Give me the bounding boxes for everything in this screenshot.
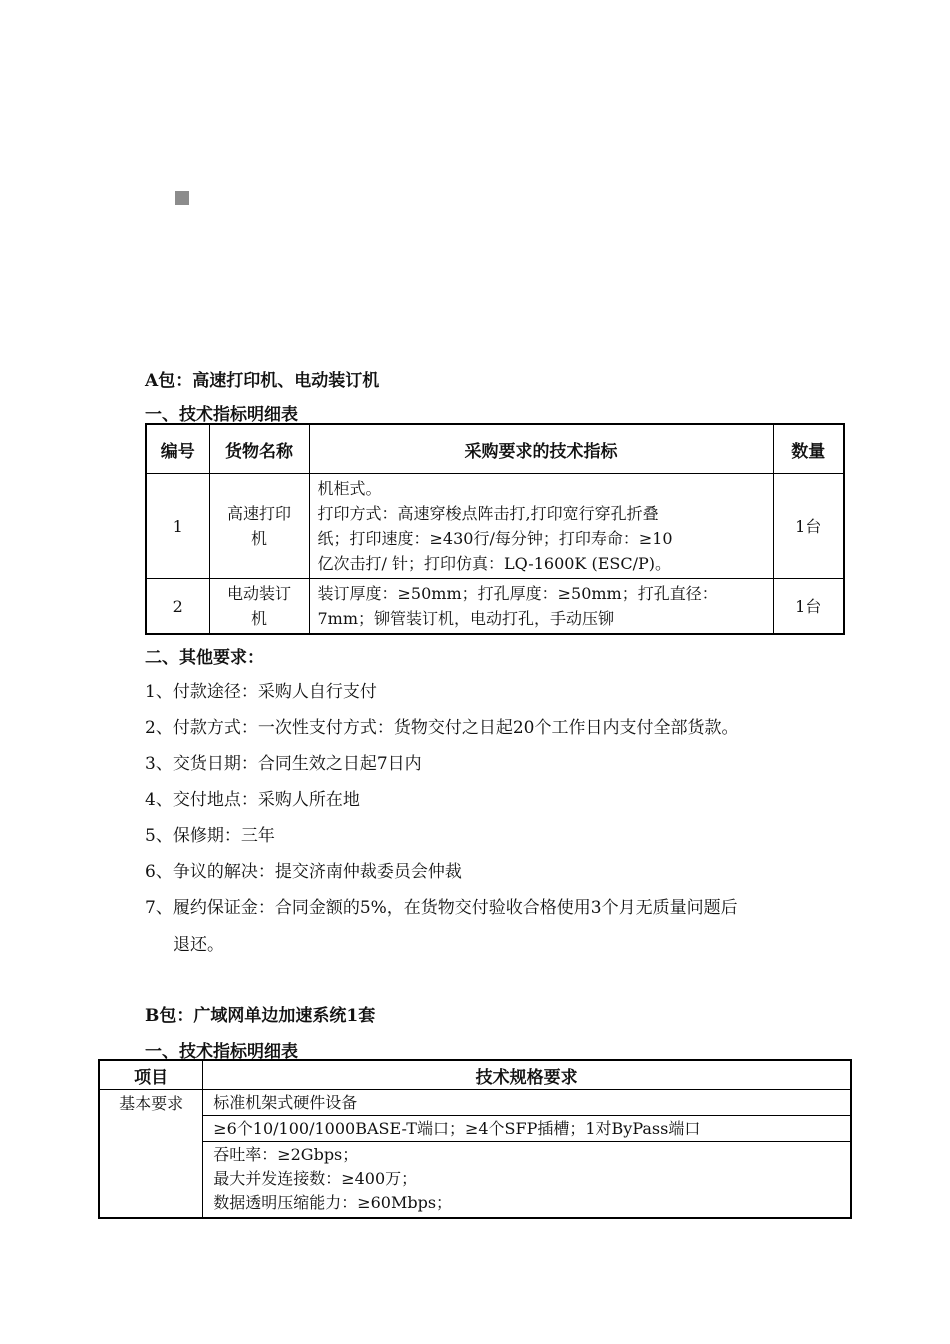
table-row [146, 474, 844, 579]
spec-line: 数据透明压缩能力：≥60Mbps； [213, 1193, 453, 1213]
requirement-item: 1、付款途径：采购人自行支付 [145, 682, 377, 702]
spec-line: 装订厚度：≥50mm；打孔厚度：≥50mm；打孔直径： [317, 584, 718, 603]
spec-line: 吞吐率：≥2Gbps； [213, 1145, 359, 1165]
col-header-spec: 技术规格要求 [203, 1060, 851, 1090]
group-name: 基本要求 [99, 1090, 203, 1218]
other-requirements-heading: 二、其他要求： [145, 648, 264, 668]
package-b-table-heading: 一、技术指标明细表 [145, 1042, 298, 1062]
requirement-item: 7、履约保证金：合同金额的5%，在货物交付验收合格使用3个月无质量问题后 [145, 898, 738, 918]
requirement-item-continued: 退还。 [173, 935, 224, 955]
requirement-item: 2、付款方式：一次性支付方式：货物交付之日起20个工作日内支付全部货款。 [145, 718, 739, 738]
spec-cell: 标准机架式硬件设备 [203, 1090, 851, 1116]
table-row [99, 1142, 851, 1218]
row-no: 1 [146, 474, 209, 579]
table-row [99, 1116, 851, 1142]
package-a-title: A包：高速打印机、电动装订机 [145, 371, 380, 391]
spec-line: 亿次击打/ 针；打印仿真：LQ-1600K (ESC/P)。 [317, 554, 671, 573]
table-row [99, 1090, 851, 1116]
row-spec [309, 474, 773, 579]
row-name-line: 机 [250, 529, 267, 548]
row-name-line: 电动装订 [226, 584, 291, 603]
spec-line: 最大并发连接数：≥400万； [213, 1169, 418, 1189]
spec-cell [203, 1142, 851, 1218]
row-no: 2 [146, 579, 209, 635]
package-a-table-heading: 一、技术指标明细表 [145, 405, 298, 425]
row-spec [309, 579, 773, 635]
requirement-item: 5、保修期：三年 [145, 826, 275, 846]
package-a-spec-table [145, 423, 845, 635]
row-qty: 1台 [773, 474, 844, 579]
requirement-item: 4、交付地点：采购人所在地 [145, 790, 360, 810]
row-name [209, 474, 309, 579]
requirement-item: 3、交货日期：合同生效之日起7日内 [145, 754, 422, 774]
table-row [146, 579, 844, 635]
requirement-item: 6、争议的解决：提交济南仲裁委员会仲裁 [145, 862, 462, 882]
col-header-name: 货物名称 [209, 424, 309, 474]
package-b-spec-table [98, 1059, 852, 1219]
col-header-spec: 采购要求的技术指标 [309, 424, 773, 474]
table-header-row [99, 1060, 851, 1090]
spec-line: 纸；打印速度：≥430行/每分钟；打印寿命：≥10 [317, 529, 673, 548]
row-qty: 1台 [773, 579, 844, 635]
spec-line: 机柜式。 [317, 479, 382, 498]
spec-cell: ≥6个10/100/1000BASE-T端口；≥4个SFP插槽；1对ByPass端口 [203, 1116, 851, 1142]
col-header-item: 项目 [99, 1060, 203, 1090]
table-header-row [146, 424, 844, 474]
spec-line: 打印方式：高速穿梭点阵击打,打印宽行穿孔折叠 [317, 504, 659, 523]
row-name-line: 高速打印 [226, 504, 291, 523]
package-b-title: B包：广域网单边加速系统1套 [145, 1006, 376, 1026]
col-header-qty: 数量 [773, 424, 844, 474]
row-name-line: 机 [250, 609, 267, 628]
col-header-no: 编号 [146, 424, 209, 474]
square-bullet-icon [175, 191, 189, 205]
spec-line: 7mm；铆管装订机，电动打孔，手动压铆 [317, 609, 615, 628]
row-name [209, 579, 309, 635]
